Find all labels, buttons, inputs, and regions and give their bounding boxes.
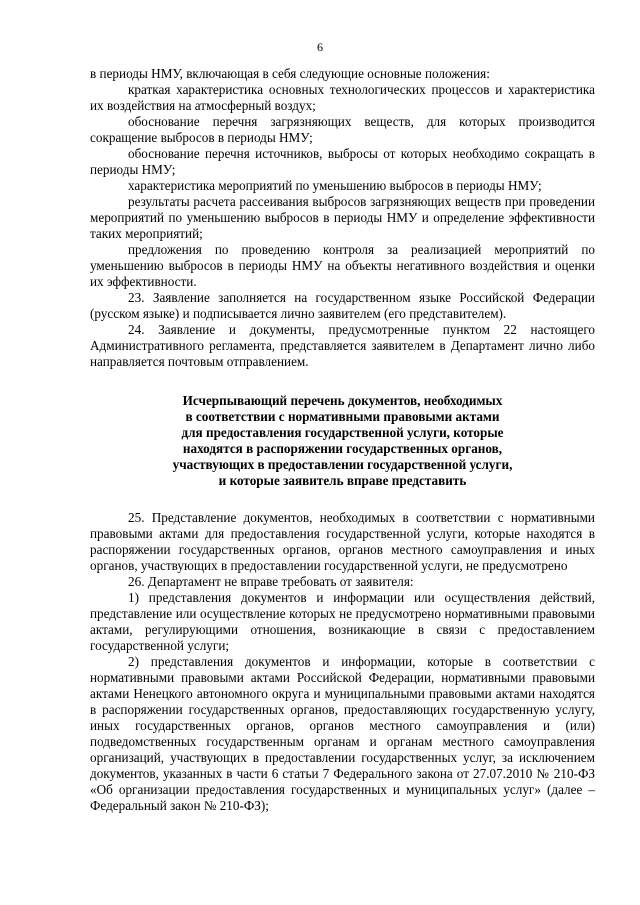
heading-line: находятся в распоряжении государственных органов, — [182, 441, 503, 456]
paragraph: обоснование перечня загрязняющих веществ, для которых производится сокращение выбросов в периоды НМУ; — [90, 114, 595, 145]
document-body — [90, 66, 595, 814]
paragraph: в периоды НМУ, включающая в себя следующие основные положения: — [90, 66, 490, 81]
paragraph: 23. Заявление заполняется на государственном языке Российской Федерации (русском языке) и подписывается лично заявителем (его представителем). — [90, 290, 595, 321]
paragraph: 25. Представление документов, необходимых в соответствии с нормативными правовыми актами для предоставления государственной услуги, которые находятся в распоряжении государственных органов, органов местного самоуправления и иных органов, участвующих в предоставлении государственной услуги, не предусмотрено — [90, 510, 595, 573]
heading-line: участвующих в предоставлении государственной услуги, — [172, 457, 513, 472]
paragraph: характеристика мероприятий по уменьшению выбросов в периоды НМУ; — [128, 178, 542, 193]
section-heading — [90, 393, 595, 489]
paragraph: результаты расчета рассеивания выбросов загрязняющих веществ при проведении мероприятий по уменьшению выбросов в периоды НМУ и определение эффективности таких мероприятий; — [90, 194, 595, 241]
heading-line: для предоставления государственной услуги, которые — [181, 425, 504, 440]
paragraph: предложения по проведению контроля за реализацией мероприятий по уменьшению выбросов в периоды НМУ на объекты негативного воздействия и оценки их эффективности. — [90, 242, 595, 289]
paragraph: краткая характеристика основных технологических процессов и характеристика их воздействия на атмосферный воздух; — [90, 82, 595, 113]
heading-line: в соответствии с нормативными правовыми актами — [185, 409, 500, 424]
paragraph: 1) представления документов и информации или осуществления действий, представление или осуществление которых не предусмотрено нормативными правовыми актами, регулирующими отношения, возникающие в связи с предоставлением государственной услуги; — [90, 590, 595, 653]
paragraph: 2) представления документов и информации, которые в соответствии с нормативными правовыми актами Российской Федерации, нормативными правовыми актами Ненецкого автономного округа и муниципальными правовыми актами находятся в распоряжении государственных органов, предоставляющих государственную услугу, иных государственных органов, органов местного самоуправления и (или) подведомственных государственным органам и органам местного самоуправления организаций, участвующих в предоставлении государственных услуг, за исключением документов, указанных в части 6 статьи 7 Федерального закона от 27.07.2010 № 210-ФЗ «Об организации предоставления государственных и муниципальных услуг» (далее – Федеральный закон № 210-ФЗ); — [90, 654, 595, 813]
heading-line: Исчерпывающий перечень документов, необходимых — [182, 393, 503, 408]
paragraph: 24. Заявление и документы, предусмотренные пунктом 22 настоящего Административного регламента, представляется заявителем в Департамент лично либо направляется почтовым отправлением. — [90, 322, 595, 369]
paragraph: 26. Департамент не вправе требовать от заявителя: — [128, 574, 414, 589]
paragraph: обоснование перечня источников, выбросы от которых необходимо сокращать в периоды НМУ; — [90, 146, 595, 177]
page-number: 6 — [317, 40, 323, 54]
heading-line: и которые заявитель вправе представить — [218, 473, 467, 488]
